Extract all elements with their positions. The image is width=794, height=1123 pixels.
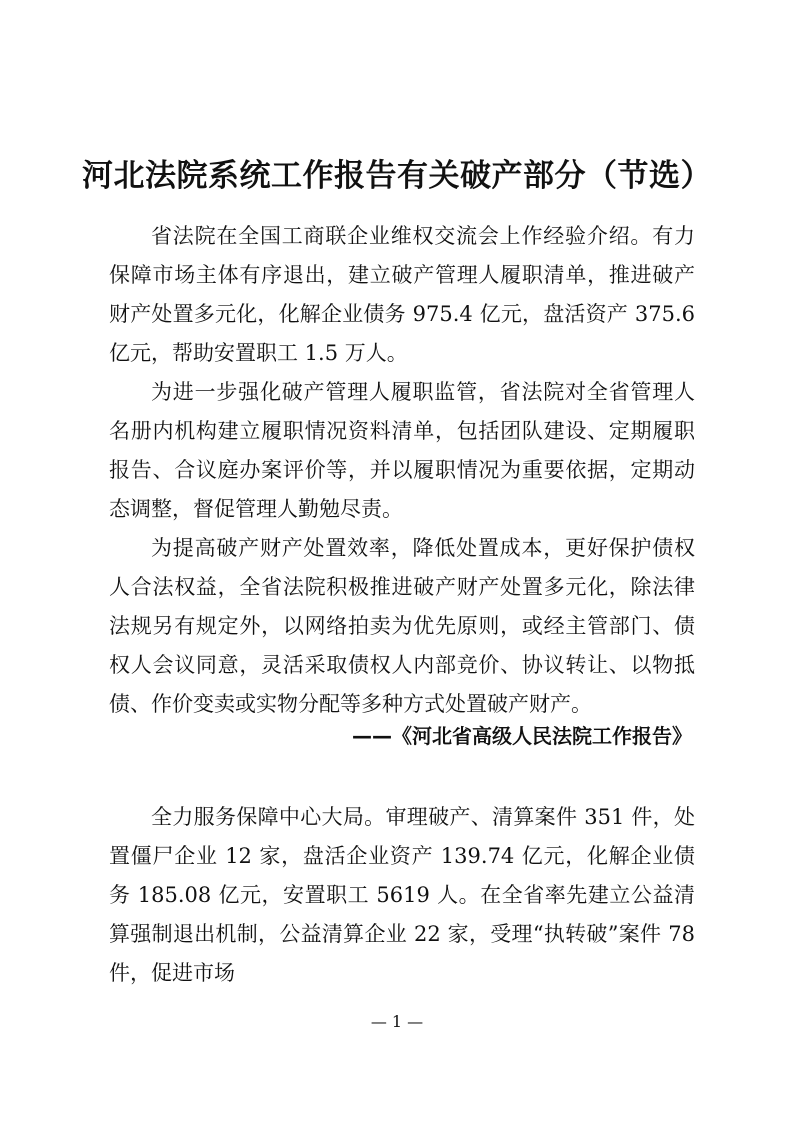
paragraph: 为进一步强化破产管理人履职监管，省法院对全省管理人名册内机构建立履职情况资料清单，包括团队建设、定期履职报告、合议庭办案评价等，并以履职情况为重要依据，定期动态调整，督促管理人勤勉尽责。 xyxy=(109,380,695,521)
section-1-body xyxy=(109,217,695,724)
paragraph: 为提高破产财产处置效率，降低处置成本，更好保护债权人合法权益，全省法院积极推进破产财产处置多元化，除法律法规另有规定外，以网络拍卖为优先原则，或经主管部门、债权人会议同意，灵活采取债权人内部竞价、协议转让、以物抵债、作价变卖或实物分配等多种方式处置破产财产。 xyxy=(109,536,695,716)
document-title: 河北法院系统工作报告有关破产部分（节选） xyxy=(82,158,712,194)
paragraph: 全力服务保障中心大局。审理破产、清算案件 351 件，处置僵尸企业 12 家，盘活企业资产 139.74 亿元，化解企业债务 185.08 亿元，安置职工 5619 人。在全省率先建立公益清算强制退出机制，公益清算企业 22 家，受理“执转破”案件 78 件，促进市场 xyxy=(109,805,695,985)
page-number: — 1 — xyxy=(370,1012,424,1031)
section-2-body xyxy=(109,798,695,993)
source-attribution: ——《河北省高级人民法院工作报告》 xyxy=(352,724,692,748)
paragraph: 省法院在全国工商联企业维权交流会上作经验介绍。有力保障市场主体有序退出，建立破产管理人履职清单，推进破产财产处置多元化，化解企业债务 975.4 亿元，盘活资产 375.6 亿元，帮助安置职工 1.5 万人。 xyxy=(109,224,695,365)
